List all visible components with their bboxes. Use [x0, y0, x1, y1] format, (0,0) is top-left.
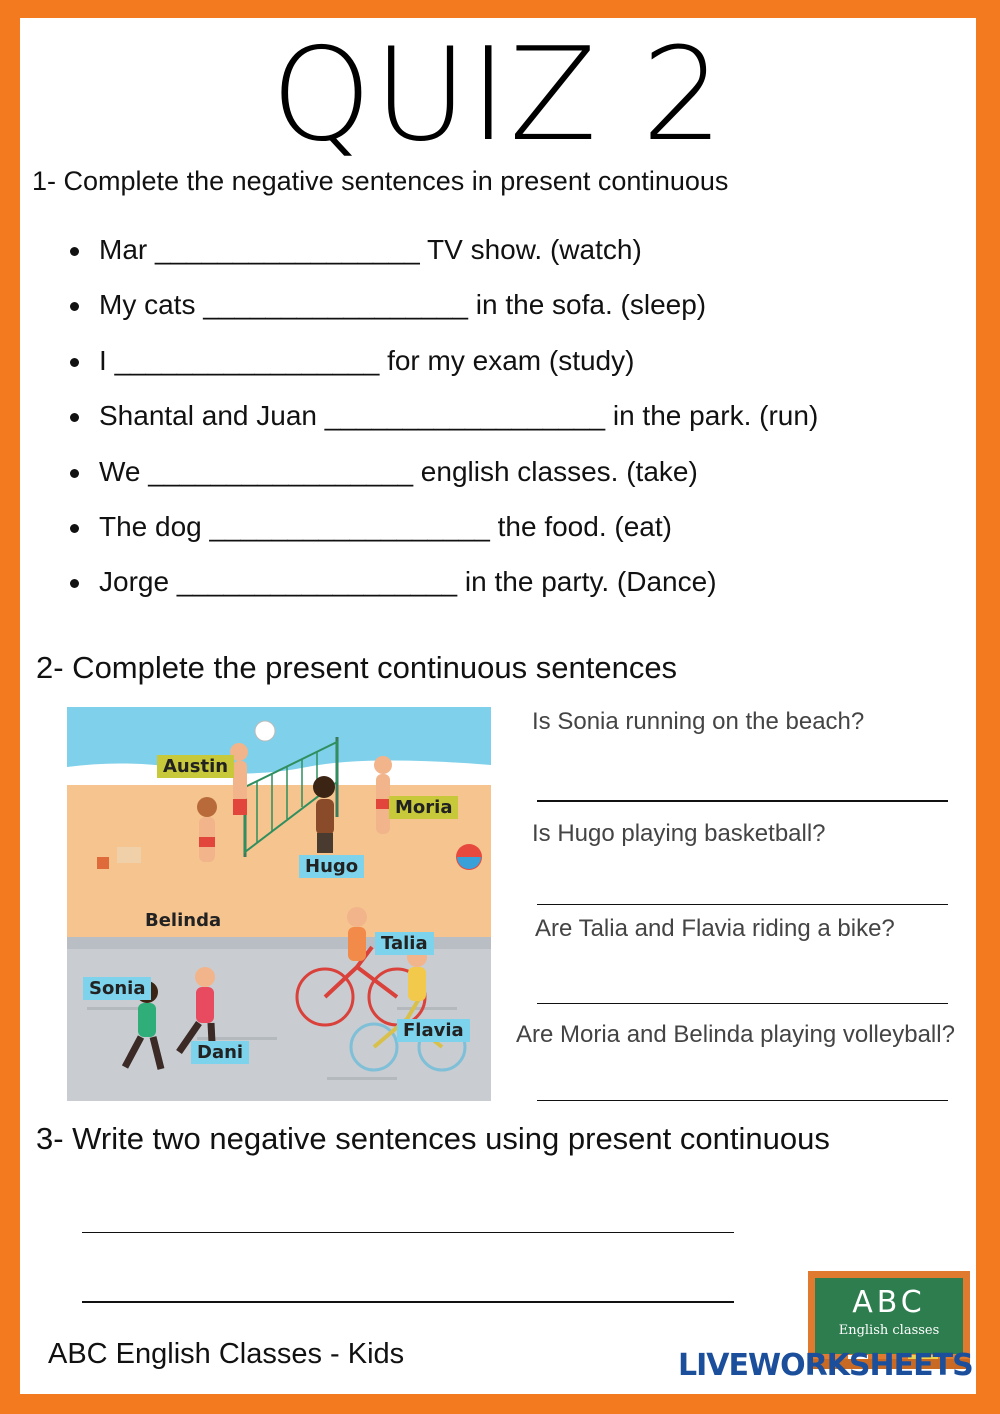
label-sonia: Sonia — [83, 977, 151, 1000]
label-flavia: Flavia — [397, 1019, 470, 1042]
list-item: Jorge __________________ in the party. (Dance) — [68, 558, 818, 613]
section-3-heading: 3- Write two negative sentences using present continuous — [36, 1121, 830, 1156]
section-1-list — [68, 226, 818, 614]
list-item: My cats _________________ in the sofa. (sleep) — [68, 281, 818, 336]
question-3: Are Talia and Flavia riding a bike? — [535, 915, 895, 942]
section-1-heading: 1- Complete the negative sentences in present continuous — [32, 166, 729, 196]
worksheet-page — [20, 18, 976, 1394]
answer-line-6[interactable] — [82, 1301, 734, 1303]
list-item: Shantal and Juan __________________ in the park. (run) — [68, 392, 818, 447]
answer-blank[interactable]: _________________ — [155, 234, 420, 265]
section-2-heading: 2- Complete the present continuous sentences — [36, 650, 678, 685]
label-talia: Talia — [375, 932, 434, 955]
answer-line-5[interactable] — [82, 1232, 734, 1233]
answer-blank[interactable]: __________________ — [324, 400, 606, 432]
answer-blank[interactable]: __________________ — [209, 510, 490, 542]
label-moria: Moria — [389, 796, 458, 819]
answer-line-3[interactable] — [537, 1003, 948, 1004]
label-hugo: Hugo — [299, 855, 364, 878]
moria-figure — [374, 756, 392, 834]
logo-text-abc: ABC — [852, 1285, 926, 1320]
list-item: The dog __________________ the food. (eat) — [68, 503, 818, 558]
question-1: Is Sonia running on the beach? — [532, 708, 865, 735]
belinda-figure — [197, 797, 217, 862]
list-item: Mar _________________ TV show. (watch) — [68, 226, 818, 281]
page-title: QUIZ 2 — [271, 21, 725, 170]
label-austin: Austin — [157, 755, 234, 778]
list-item: I _________________ for my exam (study) — [68, 337, 818, 392]
beach-scene-illustration — [67, 707, 491, 1101]
answer-blank[interactable]: _________________ — [203, 289, 468, 321]
label-dani: Dani — [191, 1041, 249, 1064]
label-belinda: Belinda — [145, 910, 222, 931]
answer-blank[interactable]: _________________ — [114, 344, 380, 376]
footer-text: ABC English Classes - Kids — [48, 1338, 405, 1370]
question-2: Is Hugo playing basketball? — [532, 820, 826, 847]
answer-line-2[interactable] — [537, 904, 948, 905]
liveworksheets-watermark: LIVEWORKSHEETS — [678, 1348, 973, 1383]
answer-line-4[interactable] — [537, 1100, 948, 1101]
logo-text-english-classes: English classes — [838, 1323, 940, 1338]
list-item: We _________________ english classes. (take) — [68, 448, 818, 503]
answer-blank[interactable]: __________________ — [176, 566, 458, 598]
question-4: Are Moria and Belinda playing volleyball? — [516, 1021, 955, 1048]
answer-blank[interactable]: _________________ — [148, 455, 414, 487]
answer-line-1[interactable] — [537, 800, 948, 802]
